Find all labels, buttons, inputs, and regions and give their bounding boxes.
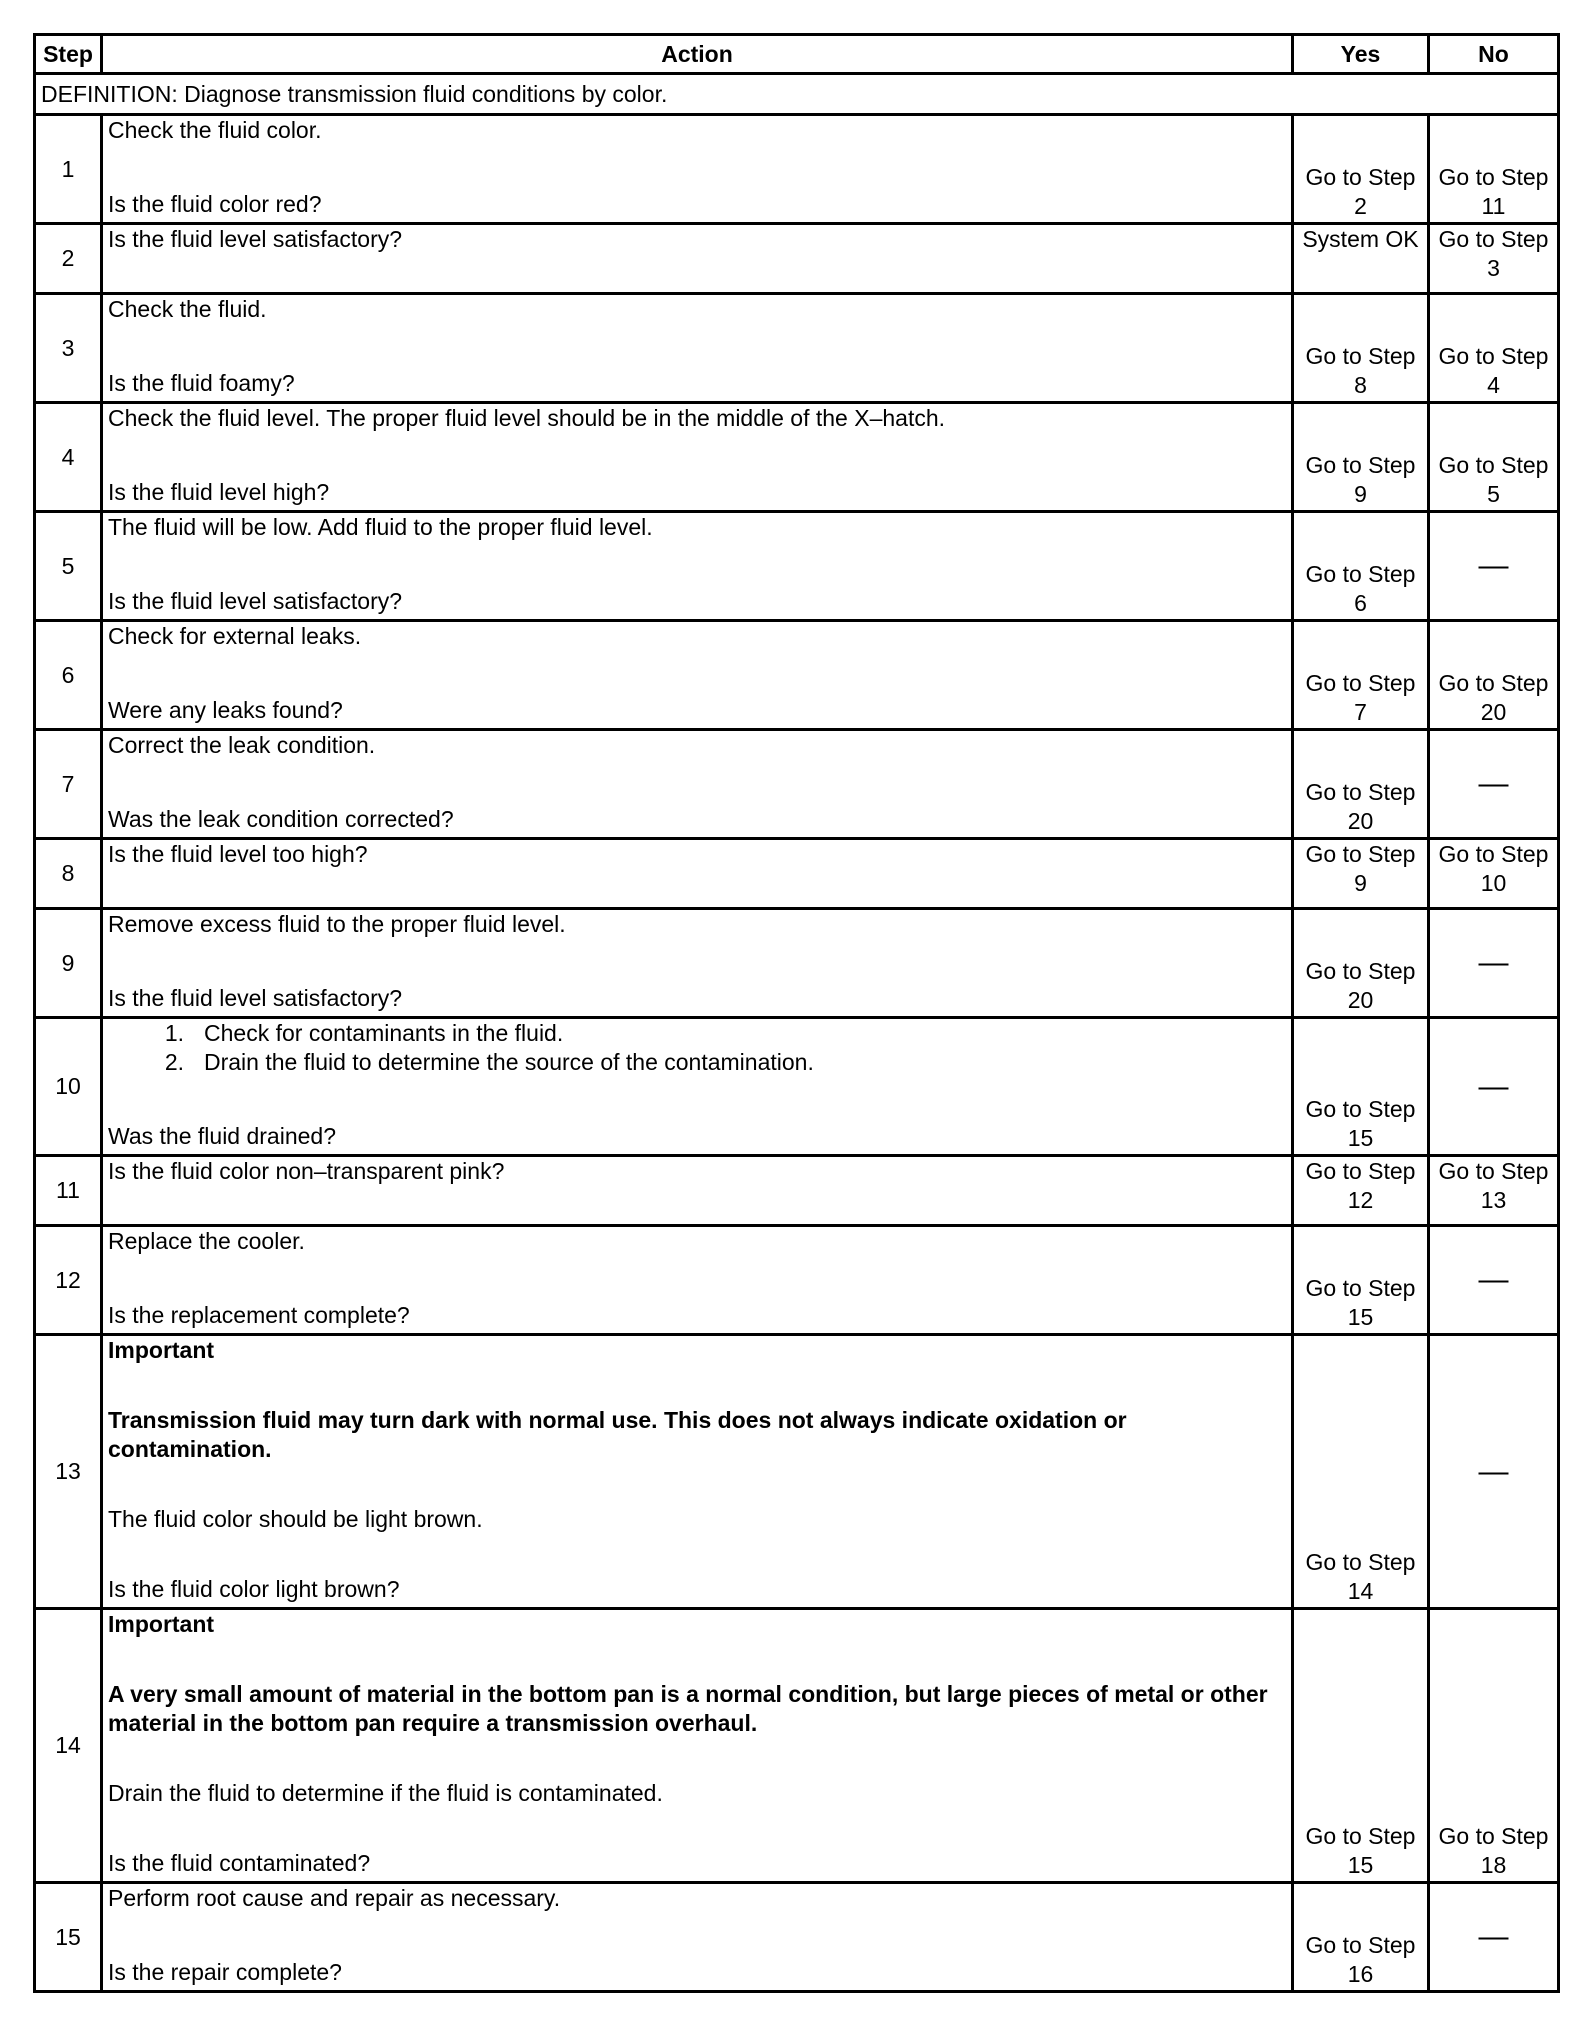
yes-cell: Go to Step 9 <box>1293 403 1429 512</box>
step-number: 8 <box>35 839 102 909</box>
table-row <box>35 224 1559 294</box>
step-number: 3 <box>35 294 102 403</box>
important-label: Important <box>108 1611 215 1637</box>
action-cell <box>102 1018 1293 1156</box>
action-list <box>108 1019 1286 1077</box>
list-text: Check for contaminants in the fluid. <box>204 1020 564 1046</box>
no-cell: — <box>1429 1335 1559 1609</box>
yes-cell: Go to Step 15 <box>1293 1226 1429 1335</box>
yes-cell: Go to Step 20 <box>1293 730 1429 839</box>
question-text: Is the fluid level satisfactory? <box>108 588 403 614</box>
list-number: 2. <box>164 1049 184 1075</box>
action-text: Check the fluid. <box>108 296 267 322</box>
header-row <box>35 35 1559 74</box>
question-text: Is the fluid level high? <box>108 479 330 505</box>
yes-cell: Go to Step 14 <box>1293 1335 1429 1609</box>
action-cell <box>102 403 1293 512</box>
step-number: 11 <box>35 1156 102 1226</box>
important-text: Transmission fluid may turn dark with normal use. This does not always indicate oxidation or contamination. <box>108 1407 1127 1462</box>
yes-cell: Go to Step 12 <box>1293 1156 1429 1226</box>
step-number: 12 <box>35 1226 102 1335</box>
step-number: 10 <box>35 1018 102 1156</box>
question-text: Is the fluid color non–transparent pink? <box>108 1158 505 1184</box>
table-row <box>35 730 1559 839</box>
no-cell: Go to Step 11 <box>1429 115 1559 224</box>
question-text: Is the repair complete? <box>108 1959 342 1985</box>
diagnostic-table <box>33 33 1560 1993</box>
action-text: Correct the leak condition. <box>108 732 376 758</box>
no-cell: Go to Step 3 <box>1429 224 1559 294</box>
step-number: 13 <box>35 1335 102 1609</box>
yes-cell: Go to Step 8 <box>1293 294 1429 403</box>
table-row <box>35 1609 1559 1883</box>
list-text: Drain the fluid to determine the source of the contamination. <box>204 1049 814 1075</box>
table-row <box>35 294 1559 403</box>
step-number: 14 <box>35 1609 102 1883</box>
definition-text: DEFINITION: Diagnose transmission fluid conditions by color. <box>35 74 1559 115</box>
question-text: Is the fluid level satisfactory? <box>108 226 403 252</box>
action-cell <box>102 1156 1293 1226</box>
action-text: Replace the cooler. <box>108 1228 305 1254</box>
step-number: 1 <box>35 115 102 224</box>
step-number: 4 <box>35 403 102 512</box>
important-text: A very small amount of material in the bottom pan is a normal condition, but large pieces of metal or other material in the bottom pan require a transmission overhaul. <box>108 1681 1268 1736</box>
question-text: Is the fluid color red? <box>108 191 322 217</box>
table-row <box>35 1883 1559 1992</box>
question-text: Is the fluid level too high? <box>108 841 368 867</box>
header-no: No <box>1429 35 1559 74</box>
action-text: Perform root cause and repair as necessary. <box>108 1885 561 1911</box>
action-cell <box>102 115 1293 224</box>
action-text: Check for external leaks. <box>108 623 362 649</box>
action-cell <box>102 294 1293 403</box>
yes-cell: Go to Step 15 <box>1293 1018 1429 1156</box>
yes-cell: Go to Step 2 <box>1293 115 1429 224</box>
yes-cell: Go to Step 6 <box>1293 512 1429 621</box>
definition-row <box>35 74 1559 115</box>
action-text: Check the fluid level. The proper fluid level should be in the middle of the X–hatch. <box>108 405 946 431</box>
list-item <box>108 1048 1286 1077</box>
action-text: Drain the fluid to determine if the fluid is contaminated. <box>108 1780 663 1806</box>
step-number: 6 <box>35 621 102 730</box>
table-row <box>35 512 1559 621</box>
step-number: 9 <box>35 909 102 1018</box>
action-cell <box>102 909 1293 1018</box>
action-cell <box>102 621 1293 730</box>
question-text: Were any leaks found? <box>108 697 343 723</box>
list-item <box>108 1019 1286 1048</box>
no-cell: Go to Step 4 <box>1429 294 1559 403</box>
action-text: The fluid will be low. Add fluid to the proper fluid level. <box>108 514 653 540</box>
action-cell <box>102 512 1293 621</box>
question-text: Is the replacement complete? <box>108 1302 410 1328</box>
table-row <box>35 1226 1559 1335</box>
no-cell: — <box>1429 1018 1559 1156</box>
table-row <box>35 839 1559 909</box>
table-row <box>35 403 1559 512</box>
question-text: Is the fluid foamy? <box>108 370 295 396</box>
no-cell: Go to Step 5 <box>1429 403 1559 512</box>
table-row <box>35 1018 1559 1156</box>
table-row <box>35 621 1559 730</box>
no-cell: — <box>1429 1226 1559 1335</box>
question-text: Is the fluid contaminated? <box>108 1850 371 1876</box>
no-cell: Go to Step 10 <box>1429 839 1559 909</box>
question-text: Was the leak condition corrected? <box>108 806 454 832</box>
no-cell: — <box>1429 909 1559 1018</box>
diagnostic-table-page <box>33 33 1557 1993</box>
yes-cell: Go to Step 15 <box>1293 1609 1429 1883</box>
question-text: Is the fluid color light brown? <box>108 1576 400 1602</box>
header-step: Step <box>35 35 102 74</box>
header-action: Action <box>102 35 1293 74</box>
table-row <box>35 909 1559 1018</box>
list-number: 1. <box>164 1020 184 1046</box>
question-text: Was the fluid drained? <box>108 1123 337 1149</box>
step-number: 2 <box>35 224 102 294</box>
no-cell: Go to Step 18 <box>1429 1609 1559 1883</box>
table-row <box>35 115 1559 224</box>
action-cell <box>102 224 1293 294</box>
yes-cell: Go to Step 9 <box>1293 839 1429 909</box>
yes-cell: Go to Step 7 <box>1293 621 1429 730</box>
yes-cell: Go to Step 20 <box>1293 909 1429 1018</box>
yes-cell: System OK <box>1293 224 1429 294</box>
action-cell <box>102 730 1293 839</box>
action-cell <box>102 1226 1293 1335</box>
step-number: 7 <box>35 730 102 839</box>
no-cell: — <box>1429 730 1559 839</box>
action-cell <box>102 839 1293 909</box>
question-text: Is the fluid level satisfactory? <box>108 985 403 1011</box>
action-cell <box>102 1883 1293 1992</box>
no-cell: — <box>1429 1883 1559 1992</box>
action-text: Remove excess fluid to the proper fluid level. <box>108 911 566 937</box>
no-cell: — <box>1429 512 1559 621</box>
action-text: Check the fluid color. <box>108 117 322 143</box>
step-number: 5 <box>35 512 102 621</box>
action-cell <box>102 1609 1293 1883</box>
header-yes: Yes <box>1293 35 1429 74</box>
no-cell: Go to Step 20 <box>1429 621 1559 730</box>
important-label: Important <box>108 1337 215 1363</box>
table-row <box>35 1156 1559 1226</box>
step-number: 15 <box>35 1883 102 1992</box>
table-row <box>35 1335 1559 1609</box>
yes-cell: Go to Step 16 <box>1293 1883 1429 1992</box>
no-cell: Go to Step 13 <box>1429 1156 1559 1226</box>
action-text: The fluid color should be light brown. <box>108 1506 483 1532</box>
action-cell <box>102 1335 1293 1609</box>
